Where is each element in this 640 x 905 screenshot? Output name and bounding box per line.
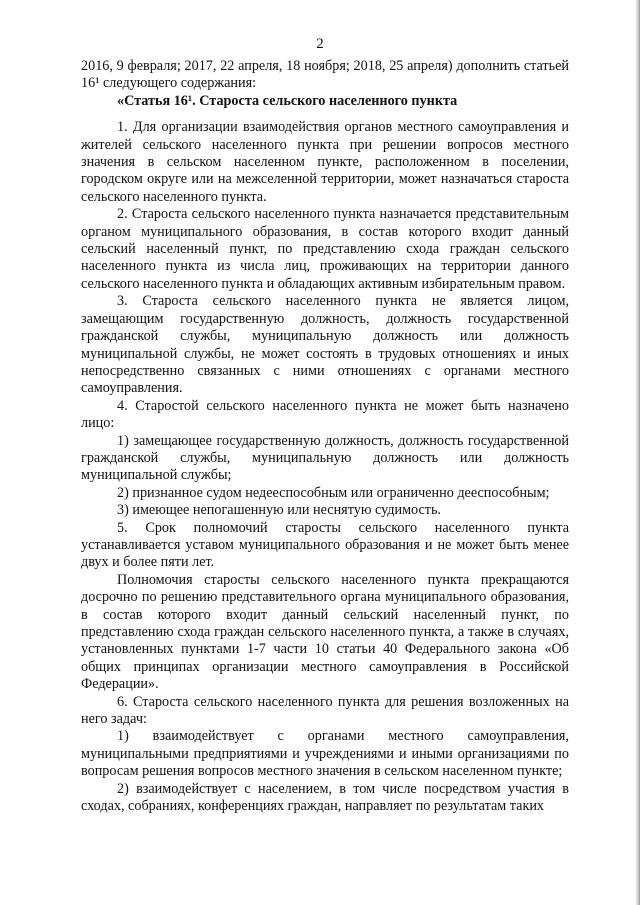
paragraph-1: 1. Для организации взаимодействия органов местного самоуправления и жителей сельского населенного пункта при решении вопросов местного значения в сельском населенном пункте, расположенном в поселении, городском округе или на межселенной территории, может назначаться староста сельского населенного пункта. [81,119,569,205]
paragraph-3: 3. Староста сельского населенного пункта не является лицом, замещающим государственную должность, должность государственной гражданской службы, муниципальную должность или должность муниципальной службы, не может состоять в трудовых отношениях и иных непосредственно связанных с ними отношениях с органами местного самоуправления. [81,293,569,397]
scan-edge-shadow [635,0,640,905]
paragraph-6: 6. Староста сельского населенного пункта для решения возложенных на него задач: [81,693,569,728]
list-item-4-2: 2) признанное судом недееспособным или ограниченно дееспособным; [117,484,550,501]
article-heading: «Статья 16¹. Старoста сельского населенного пункта [117,92,458,109]
paragraph-intro: 2016, 9 февраля; 2017, 22 апреля, 18 ноября; 2018, 25 апреля) дополнить статьей 16¹ следующего содержания: [81,58,569,92]
list-item-4-1: 1) замещающее государственную должность, должность государственной гражданской службы, муниципальную должность или должность муниципальной службы; [81,432,569,484]
list-item-4-3: 3) имеющее непогашенную или неснятую судимость. [117,502,442,519]
page-number: 2 [316,36,324,52]
paragraph-2: 2. Староста сельского населенного пункта назначается представительным органом муниципального образования, в состав которого входит данный сельский населенный пункт, по представлению схода граждан сельского населенного пункта из числа лиц, проживающих на территории данного сельского населенного пункта и обладающих активным избирательным правом. [81,206,569,292]
list-item-6-2: 2) взаимодействует с населением, в том числе посредством участия в сходах, собраниях, конференциях граждан, направляет по результатам таких [81,780,569,815]
paragraph-5: 5. Срок полномочий старосты сельского населенного пункта устанавливается уставом муниципального образования и не может быть менее двух и более пяти лет. [81,519,569,571]
list-item-6-1: 1) взаимодействует с органами местного самоуправления, муниципальными предприятиями и учреждениями и иными организациями по вопросам решения вопросов местного значения в сельском населенном пункте; [81,728,569,780]
document-body [81,58,569,815]
paragraph-4: 4. Старостой сельского населенного пункта не может быть назначено лицо: [81,397,569,432]
paragraph-5-termination: Полномочия старосты сельского населенного пункта прекращаются досрочно по решению представительного органа муниципального образования, в состав которого входит данный сельский населенный пункт, по представлению схода граждан сельского населенного пункта, а также в случаях, установленных пунктами 1-7 части 10 статьи 40 Федерального закона «Об общих принципах организации местного самоуправления в Российской Федерации». [81,571,569,693]
